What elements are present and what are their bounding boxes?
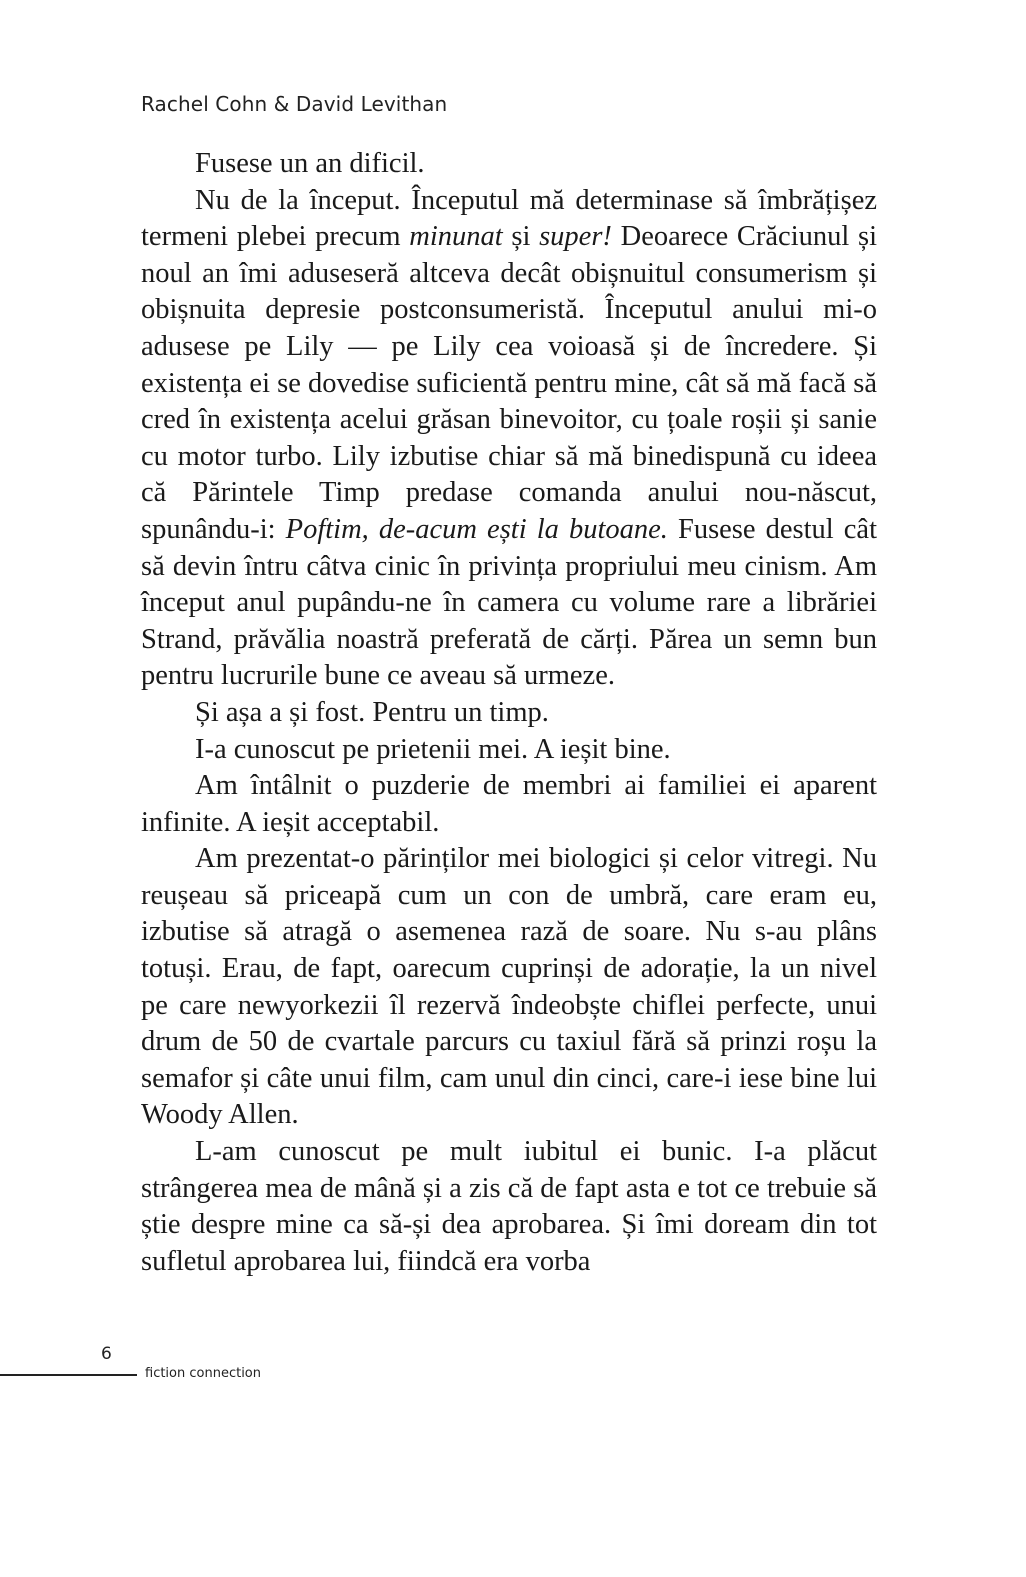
text-run: Fusese destul cât să devin întru câtva cinic în privința propriului meu cinism. Am început anul pupându-ne în camera cu volume rare a librăriei Strand, prăvălia noastră preferată de cărți. Părea un semn bun pentru lucrurile bune ce aveau să urmeze. — [141, 513, 877, 692]
imprint-label: fiction connection — [145, 1366, 261, 1381]
page-number: 6 — [101, 1344, 112, 1364]
paragraph — [141, 183, 877, 695]
text-run: Deoarece Crăciunul și noul an îmi aduseseră altceva decât obișnuitul consumerism și obișnuita depresie postconsumeristă. Începutul anului mi-o adusese pe Lily — pe Lily cea voioasă și de încredere. Și existența ei se dovedise suficientă pentru mine, cât să mă facă să cred în existența acelui grăsan binevoitor, cu țoale roșii și sanie cu motor turbo. Lily izbutise chiar să mă binedispună cu ideea că Părintele Timp predase comanda anului nou-născut, spunându-i: — [141, 221, 877, 545]
text-run: și — [502, 221, 540, 253]
paragraph: L-am cunoscut pe mult iubitul ei bunic. I-a plăcut strângerea mea de mână și a zis că de fapt asta e tot ce trebuie să știe despre mine ca să-și dea aprobarea. Și îmi doream din tot sufletul aprobarea lui, fiindcă era vorba — [141, 1136, 877, 1277]
paragraph: Și așa a și fost. Pentru un timp. — [195, 696, 549, 728]
paragraph: I-a cunoscut pe prietenii mei. A ieșit bine. — [195, 733, 671, 765]
italic-run: minunat — [409, 221, 503, 253]
paragraph: Am întâlnit o puzderie de membri ai familiei ei aparent infinite. A ieșit acceptabil. — [141, 770, 877, 838]
paragraph: Fusese un an dificil. — [195, 148, 425, 179]
italic-run: Poftim, de-acum ești la butoane. — [285, 513, 668, 545]
italic-run: super! — [539, 221, 612, 253]
body-text — [141, 146, 877, 1280]
footer-divider — [0, 1374, 137, 1376]
text-run: Nu de la început. Începutul mă determinase să îmbrățișez termeni plebei precum — [141, 184, 877, 253]
running-head: Rachel Cohn & David Levithan — [141, 92, 448, 116]
paragraph: Am prezentat-o părinților mei biologici și celor vitregi. Nu reușeau să priceapă cum un con de umbră, care eram eu, izbutise să atragă o asemenea rază de soare. Nu s-au plâns totuși. Erau, de fapt, oarecum cuprinși de adorație, la un nivel pe care newyorkezii îl rezervă îndeobște chiflei perfecte, unui drum de 50 de cvartale parcurs cu taxiul fără să prinzi roșu la semafor și câte unui film, cam unul din cinci, care-i iese bine lui Woody Allen. — [141, 843, 877, 1131]
